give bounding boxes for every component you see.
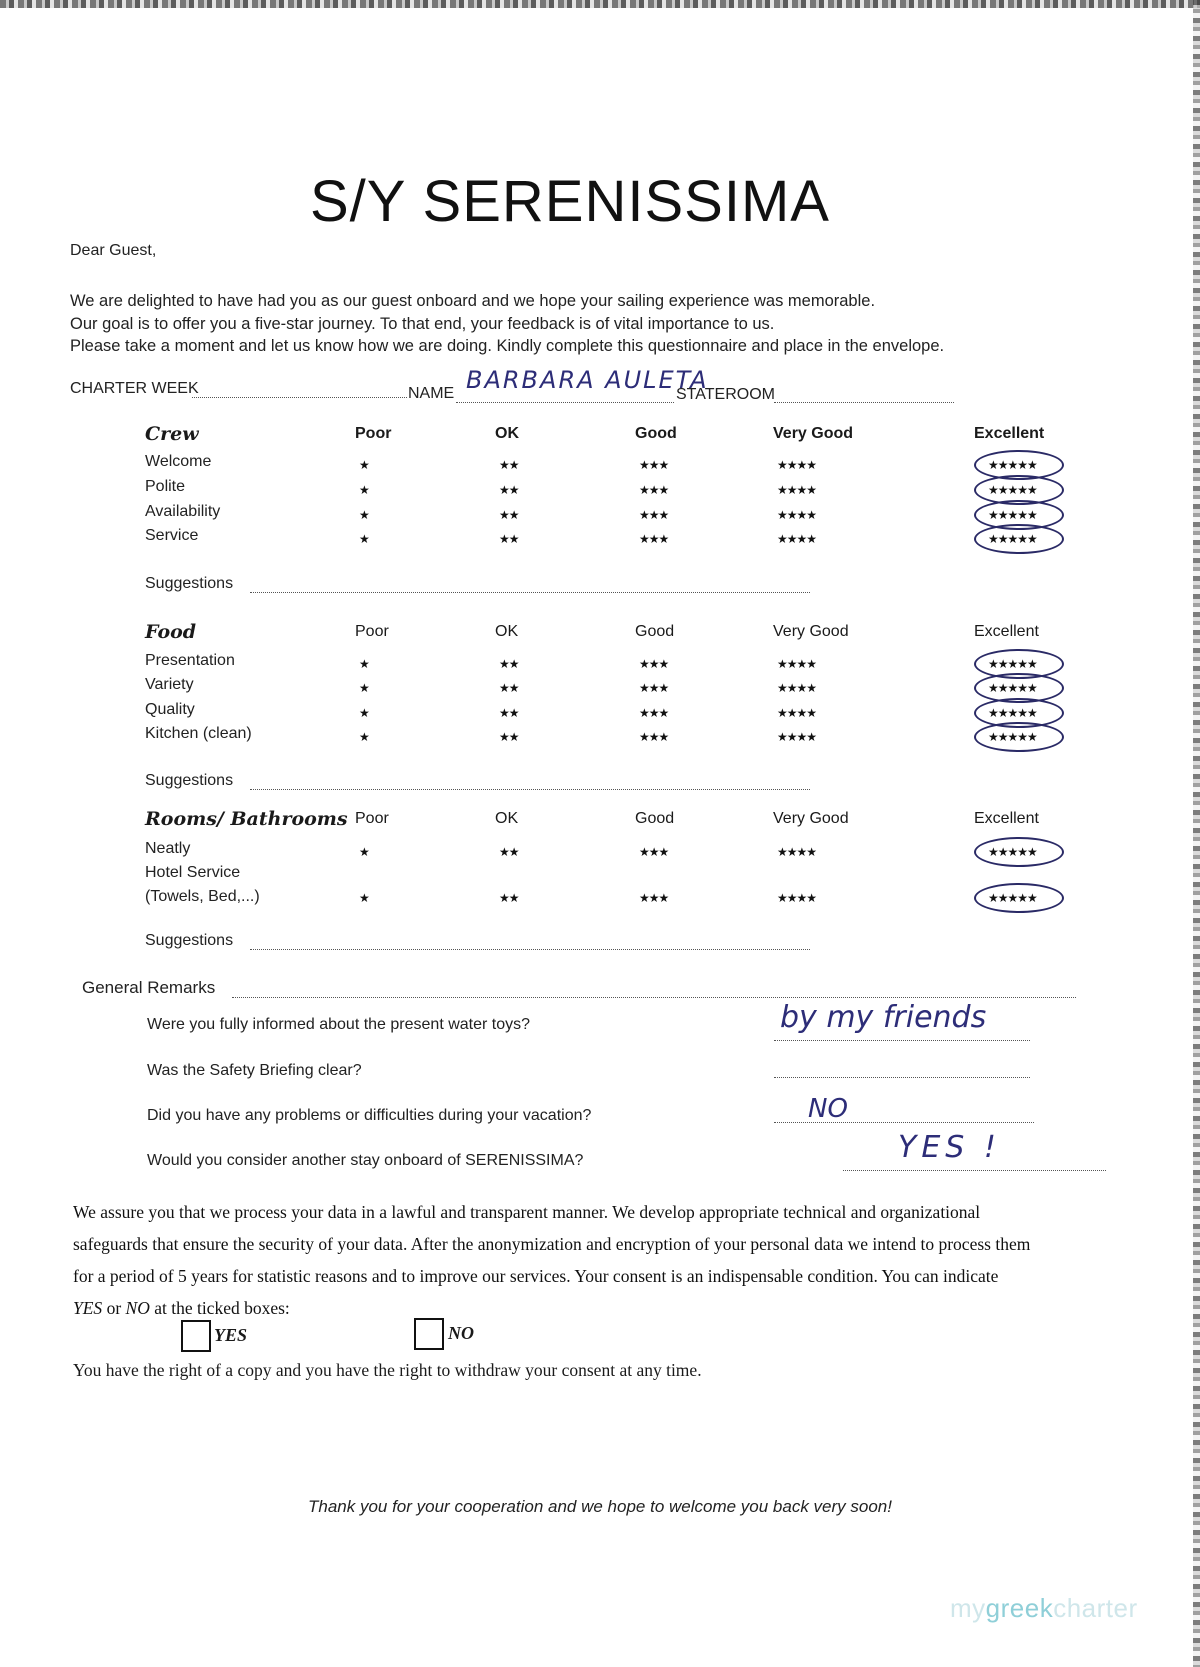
rating-header-0: Poor <box>355 810 389 827</box>
selected-rating-circle <box>974 722 1064 752</box>
section-title: Food <box>145 621 197 643</box>
watermark-logo: mygreekcharter <box>950 1593 1138 1623</box>
stateroom-field[interactable] <box>774 402 954 403</box>
question-another-stay: Would you consider another stay onboard of SERENISSIMA? <box>147 1152 584 1169</box>
rating-stars-option[interactable]: ★★★★ <box>777 657 817 671</box>
rating-stars-option[interactable]: ★★★★ <box>777 730 817 744</box>
rating-item-label: Service <box>145 527 199 544</box>
rating-item-label: Kitchen (clean) <box>145 725 252 742</box>
rating-stars-option[interactable]: ★★ <box>499 657 519 671</box>
rating-stars-option[interactable]: ★★★ <box>639 681 669 695</box>
rating-stars-option[interactable]: ★★ <box>499 891 519 905</box>
rating-stars-option[interactable]: ★★★★★ <box>988 657 1037 671</box>
rating-stars-option[interactable]: ★★ <box>499 458 519 472</box>
rating-header-2: Good <box>635 425 677 442</box>
answer-line-another-stay[interactable] <box>843 1170 1106 1171</box>
rating-stars-option[interactable]: ★ <box>359 845 369 859</box>
suggestions-label: Suggestions <box>145 932 234 949</box>
rating-stars-option[interactable]: ★★★ <box>639 657 669 671</box>
rating-stars-option[interactable]: ★★★ <box>639 532 669 546</box>
rating-stars-option[interactable]: ★ <box>359 681 369 695</box>
question-safety-briefing: Was the Safety Briefing clear? <box>147 1062 362 1079</box>
rating-stars-option[interactable]: ★ <box>359 657 369 671</box>
rating-header-3: Very Good <box>773 810 849 827</box>
rating-stars-option[interactable]: ★★★★ <box>777 681 817 695</box>
rating-header-1: OK <box>495 425 519 442</box>
consent-no-checkbox[interactable] <box>414 1318 444 1350</box>
rating-stars-option[interactable]: ★★★★ <box>777 845 817 859</box>
answer-line-safety-briefing[interactable] <box>774 1077 1030 1078</box>
rating-stars-option[interactable]: ★ <box>359 730 369 744</box>
rating-header-3: Very Good <box>773 425 854 442</box>
rating-stars-option[interactable]: ★★★★★ <box>988 730 1037 744</box>
selected-rating-circle <box>974 524 1064 554</box>
selected-rating-circle <box>974 883 1064 913</box>
rating-header-1: OK <box>495 623 519 640</box>
rating-stars-option[interactable]: ★★★ <box>639 706 669 720</box>
rating-stars-option[interactable]: ★★★★ <box>777 508 817 522</box>
rating-stars-option[interactable]: ★★★★★ <box>988 681 1037 695</box>
suggestions-label: Suggestions <box>145 772 234 789</box>
rating-stars-option[interactable]: ★★★ <box>639 845 669 859</box>
rating-stars-option[interactable]: ★ <box>359 532 369 546</box>
legal-line: We assure you that we process your data in a lawful and transparent manner. We develop appropriate technical and organizational <box>73 1202 981 1222</box>
rating-item-label: Polite <box>145 478 186 495</box>
rating-header-4: Excellent <box>974 425 1045 442</box>
rating-item-label: Availability <box>145 503 221 520</box>
selected-rating-circle <box>974 837 1064 867</box>
data-consent-paragraph <box>73 1196 1130 1324</box>
rating-stars-option[interactable]: ★★ <box>499 681 519 695</box>
rating-stars-option[interactable]: ★★ <box>499 706 519 720</box>
rating-item-label: (Towels, Bed,...) <box>145 888 260 905</box>
rating-stars-option[interactable]: ★★ <box>499 845 519 859</box>
general-remarks-field[interactable] <box>232 997 1076 998</box>
suggestions-field[interactable] <box>250 949 810 950</box>
charter-week-field[interactable] <box>192 397 407 398</box>
rating-item-label: Variety <box>145 676 194 693</box>
rating-stars-option[interactable]: ★★★★★ <box>988 483 1037 497</box>
rating-stars-option[interactable]: ★★★★★ <box>988 891 1037 905</box>
scan-top-edge <box>0 0 1200 8</box>
greeting: Dear Guest, <box>70 242 157 259</box>
rating-stars-option[interactable]: ★★★★★ <box>988 458 1037 472</box>
rating-item-label: Presentation <box>145 652 235 669</box>
rating-stars-option[interactable]: ★★★★ <box>777 483 817 497</box>
question-water-toys: Were you fully informed about the present water toys? <box>147 1016 531 1033</box>
legal-line <box>73 1292 1130 1324</box>
legal-line: for a period of 5 years for statistic reasons and to improve our services. Your consent is an indispensable condition. You can indicate <box>73 1266 999 1286</box>
rating-stars-option[interactable]: ★★★★★ <box>988 508 1037 522</box>
rating-stars-option[interactable]: ★★ <box>499 532 519 546</box>
legal-yes-word: YES <box>73 1298 103 1318</box>
rating-stars-option[interactable]: ★ <box>359 458 369 472</box>
legal-or-word: or <box>106 1298 122 1318</box>
rating-header-3: Very Good <box>773 623 849 640</box>
consent-yes-checkbox[interactable] <box>181 1320 211 1352</box>
rating-stars-option[interactable]: ★★★★★ <box>988 706 1037 720</box>
answer-line-water-toys[interactable] <box>774 1040 1030 1041</box>
intro-line: Please take a moment and let us know how we are doing. Kindly complete this questionnaire and place in the envelope. <box>70 337 945 355</box>
charter-week-label: CHARTER WEEK <box>70 380 199 397</box>
rating-header-4: Excellent <box>974 623 1039 640</box>
rating-item-label: Hotel Service <box>145 864 241 881</box>
question-problems: Did you have any problems or difficulties during your vacation? <box>147 1107 592 1124</box>
rating-stars-option[interactable]: ★★★★ <box>777 532 817 546</box>
intro-line: Our goal is to offer you a five-star journey. To that end, your feedback is of vital importance to us. <box>70 314 775 333</box>
consent-no-label: NO <box>448 1323 474 1343</box>
answer-problems: NO <box>808 1094 848 1124</box>
legal-line: safeguards that ensure the security of your data. After the anonymization and encryption of your personal data we intend to process them <box>73 1234 1031 1254</box>
rating-stars-option[interactable]: ★★★ <box>639 458 669 472</box>
suggestions-label: Suggestions <box>145 575 234 592</box>
name-label: NAME <box>408 385 455 402</box>
name-field[interactable] <box>456 402 674 403</box>
rating-stars-option[interactable]: ★★★ <box>639 891 669 905</box>
rating-item-label: Welcome <box>145 453 212 470</box>
rating-stars-option[interactable]: ★★★ <box>639 730 669 744</box>
rating-stars-option[interactable]: ★★★ <box>639 483 669 497</box>
withdraw-consent-text: You have the right of a copy and you have the right to withdraw your consent at any time. <box>73 1360 702 1380</box>
page-title: S/Y SERENISSIMA <box>310 169 830 234</box>
rating-stars-option[interactable]: ★★ <box>499 730 519 744</box>
stateroom-label: STATEROOM <box>676 386 775 403</box>
suggestions-field[interactable] <box>250 789 810 790</box>
rating-stars-option[interactable]: ★ <box>359 508 369 522</box>
legal-no-word: NO <box>125 1298 150 1318</box>
rating-header-4: Excellent <box>974 810 1039 827</box>
rating-stars-option[interactable]: ★★★★ <box>777 458 817 472</box>
legal-line-rest: at the ticked boxes: <box>154 1298 290 1318</box>
answer-another-stay: YES ! <box>898 1130 1001 1165</box>
rating-stars-option[interactable]: ★★★★ <box>777 706 817 720</box>
rating-stars-option[interactable]: ★ <box>359 891 369 905</box>
general-remarks-label: General Remarks <box>82 978 216 997</box>
rating-stars-option[interactable]: ★ <box>359 483 369 497</box>
name-value: BARBARA AULETA <box>466 366 709 394</box>
rating-header-2: Good <box>635 810 675 827</box>
consent-yes-label: YES <box>214 1325 248 1345</box>
section-title: Rooms/ Bathrooms <box>145 808 348 830</box>
answer-water-toys: by my friends <box>780 1000 987 1035</box>
rating-header-0: Poor <box>355 425 392 442</box>
rating-header-2: Good <box>635 623 675 640</box>
section-title: Crew <box>145 423 199 445</box>
intro-line: We are delighted to have had you as our guest onboard and we hope your sailing experience was memorable. <box>70 292 876 310</box>
rating-stars-option[interactable]: ★ <box>359 706 369 720</box>
rating-item-label: Neatly <box>145 840 191 857</box>
rating-stars-option[interactable]: ★★ <box>499 483 519 497</box>
rating-item-label: Quality <box>145 701 195 718</box>
rating-header-0: Poor <box>355 623 389 640</box>
scan-right-edge <box>1193 0 1200 1667</box>
rating-stars-option[interactable]: ★★★★ <box>777 891 817 905</box>
thank-you-note: Thank you for your cooperation and we hope to welcome you back very soon! <box>307 1497 892 1516</box>
rating-stars-option[interactable]: ★★★★★ <box>988 532 1037 546</box>
suggestions-field[interactable] <box>250 592 810 593</box>
rating-stars-option[interactable]: ★★★★★ <box>988 845 1037 859</box>
rating-stars-option[interactable]: ★★ <box>499 508 519 522</box>
rating-header-1: OK <box>495 810 519 827</box>
rating-stars-option[interactable]: ★★★ <box>639 508 669 522</box>
intro-paragraph <box>70 290 944 358</box>
